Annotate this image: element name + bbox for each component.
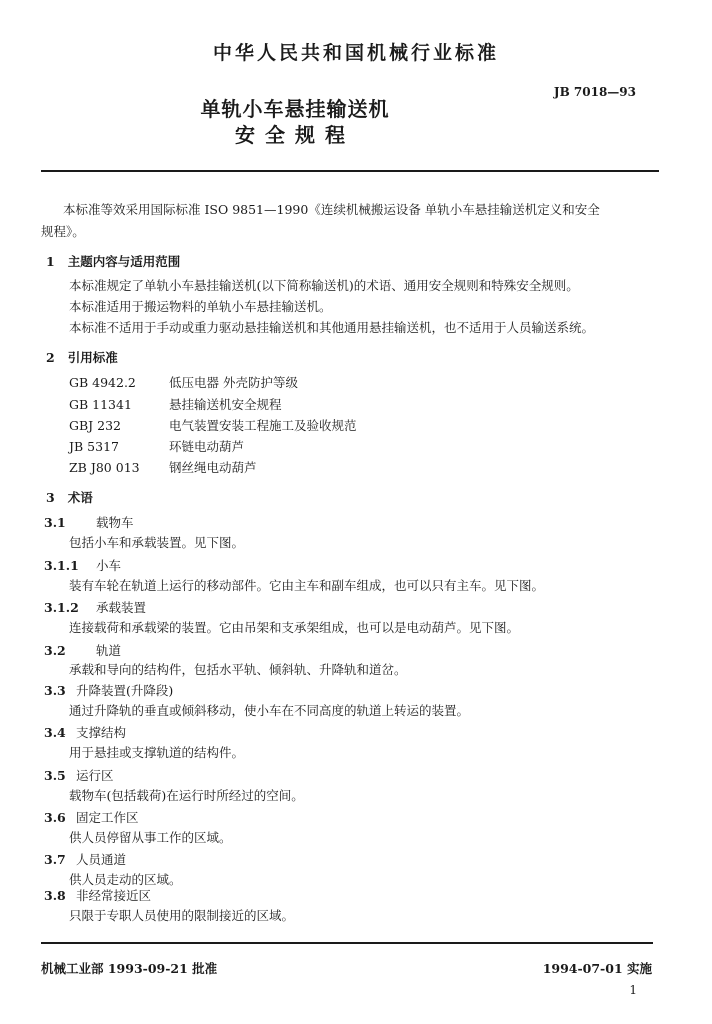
reference-code: GB 11341 xyxy=(69,397,132,412)
effective-date: 1994-07-01 实施 xyxy=(542,961,652,976)
reference-name: 电气装置安装工程施工及验收规范 xyxy=(169,418,357,433)
term-number: 3.1.1 xyxy=(44,558,79,573)
reference-code: GBJ 232 xyxy=(69,418,122,433)
term-name: 支撑结构 xyxy=(76,725,127,740)
section2-number: 2 xyxy=(46,350,55,365)
reference-item xyxy=(69,437,244,455)
term-name: 人员通道 xyxy=(76,852,127,867)
footer-rule xyxy=(41,942,653,944)
term-name: 固定工作区 xyxy=(76,810,139,825)
term-definition: 装有车轮在轨道上运行的移动部件。它由主车和副车组成，也可以只有主车。见下图。 xyxy=(69,578,545,593)
section1-paragraph: 本标准规定了单轨小车悬挂输送机(以下简称输送机)的术语、通用安全规则和特殊安全规则。 xyxy=(69,278,579,293)
section1-heading xyxy=(46,252,180,270)
term-definition: 供人员走动的区域。 xyxy=(69,872,182,887)
term-heading xyxy=(44,641,121,659)
term-name: 载物车 xyxy=(96,515,134,530)
organization-title: 中华人民共和国机械行业标准 xyxy=(212,42,499,64)
term-definition: 通过升降轨的垂直或倾斜移动，使小车在不同高度的轨道上转运的装置。 xyxy=(69,703,470,718)
term-definition: 只限于专职人员使用的限制接近的区域。 xyxy=(69,908,295,923)
term-definition: 承载和导向的结构件，包括水平轨、倾斜轨、升降轨和道岔。 xyxy=(69,662,407,677)
reference-name: 低压电器 外壳防护等级 xyxy=(169,375,298,390)
document-title-line1: 单轨小车悬挂输送机 xyxy=(200,97,390,121)
term-name: 轨道 xyxy=(96,643,122,658)
term-name: 升降装置(升降段) xyxy=(76,683,174,698)
reference-item xyxy=(69,458,257,476)
approval-date: 机械工业部 1993-09-21 批准 xyxy=(41,961,218,976)
reference-item xyxy=(69,373,298,391)
reference-code: ZB J80 013 xyxy=(69,460,140,475)
section3-heading xyxy=(46,488,93,506)
section3-title: 术语 xyxy=(67,490,93,505)
section2-title: 引用标准 xyxy=(67,350,118,365)
reference-name: 钢丝绳电动葫芦 xyxy=(169,460,257,475)
standard-code: JB 7018—93 xyxy=(553,85,636,99)
term-name: 小车 xyxy=(96,558,122,573)
term-definition: 用于悬挂或支撑轨道的结构件。 xyxy=(69,745,245,760)
term-number: 3.7 xyxy=(44,852,66,867)
page-number: 1 xyxy=(629,983,637,997)
term-heading xyxy=(44,723,126,741)
term-definition: 连接载荷和承载梁的装置。它由吊架和支承架组成，也可以是电动葫芦。见下图。 xyxy=(69,620,520,635)
term-heading xyxy=(44,513,134,531)
term-number: 3.3 xyxy=(44,683,66,698)
term-number: 3.5 xyxy=(44,768,66,783)
section1-title: 主题内容与适用范围 xyxy=(67,254,181,269)
reference-name: 悬挂输送机安全规程 xyxy=(169,397,282,412)
reference-code: GB 4942.2 xyxy=(69,375,136,390)
term-definition: 供人员停留从事工作的区域。 xyxy=(69,830,232,845)
reference-item xyxy=(69,416,357,434)
reference-name: 环链电动葫芦 xyxy=(169,439,245,454)
term-number: 3.8 xyxy=(44,888,66,903)
term-name: 运行区 xyxy=(76,768,114,783)
term-heading xyxy=(44,886,151,904)
term-number: 3.4 xyxy=(44,725,66,740)
term-heading xyxy=(44,598,146,616)
section2-heading xyxy=(46,348,118,366)
section1-paragraph: 本标准不适用于手动或重力驱动悬挂输送机和其他通用悬挂输送机，也不适用于人员输送系统。 xyxy=(69,320,595,335)
section1-paragraph: 本标准适用于搬运物料的单轨小车悬挂输送机。 xyxy=(69,299,332,314)
term-number: 3.1.2 xyxy=(44,600,79,615)
term-heading xyxy=(44,766,114,784)
reference-item xyxy=(69,395,282,413)
term-heading xyxy=(44,681,173,699)
intro-line2: 规程》。 xyxy=(41,224,85,239)
term-name: 非经常接近区 xyxy=(76,888,152,903)
term-heading xyxy=(44,556,121,574)
term-number: 3.6 xyxy=(44,810,66,825)
term-definition: 载物车(包括载荷)在运行时所经过的空间。 xyxy=(69,788,304,803)
term-definition: 包括小车和承载装置。见下图。 xyxy=(69,535,245,550)
section1-number: 1 xyxy=(46,254,55,269)
section3-number: 3 xyxy=(46,490,55,505)
intro-line1: 本标准等效采用国际标准 ISO 9851—1990《连续机械搬运设备 单轨小车悬挂输送机定义和安全 xyxy=(63,202,600,217)
term-heading xyxy=(44,808,139,826)
term-heading xyxy=(44,850,126,868)
term-number: 3.1 xyxy=(44,515,66,530)
header-rule xyxy=(41,170,659,172)
term-name: 承载装置 xyxy=(96,600,147,615)
document-title-line2: 安全规程 xyxy=(235,123,355,147)
reference-code: JB 5317 xyxy=(69,439,119,454)
term-number: 3.2 xyxy=(44,643,66,658)
